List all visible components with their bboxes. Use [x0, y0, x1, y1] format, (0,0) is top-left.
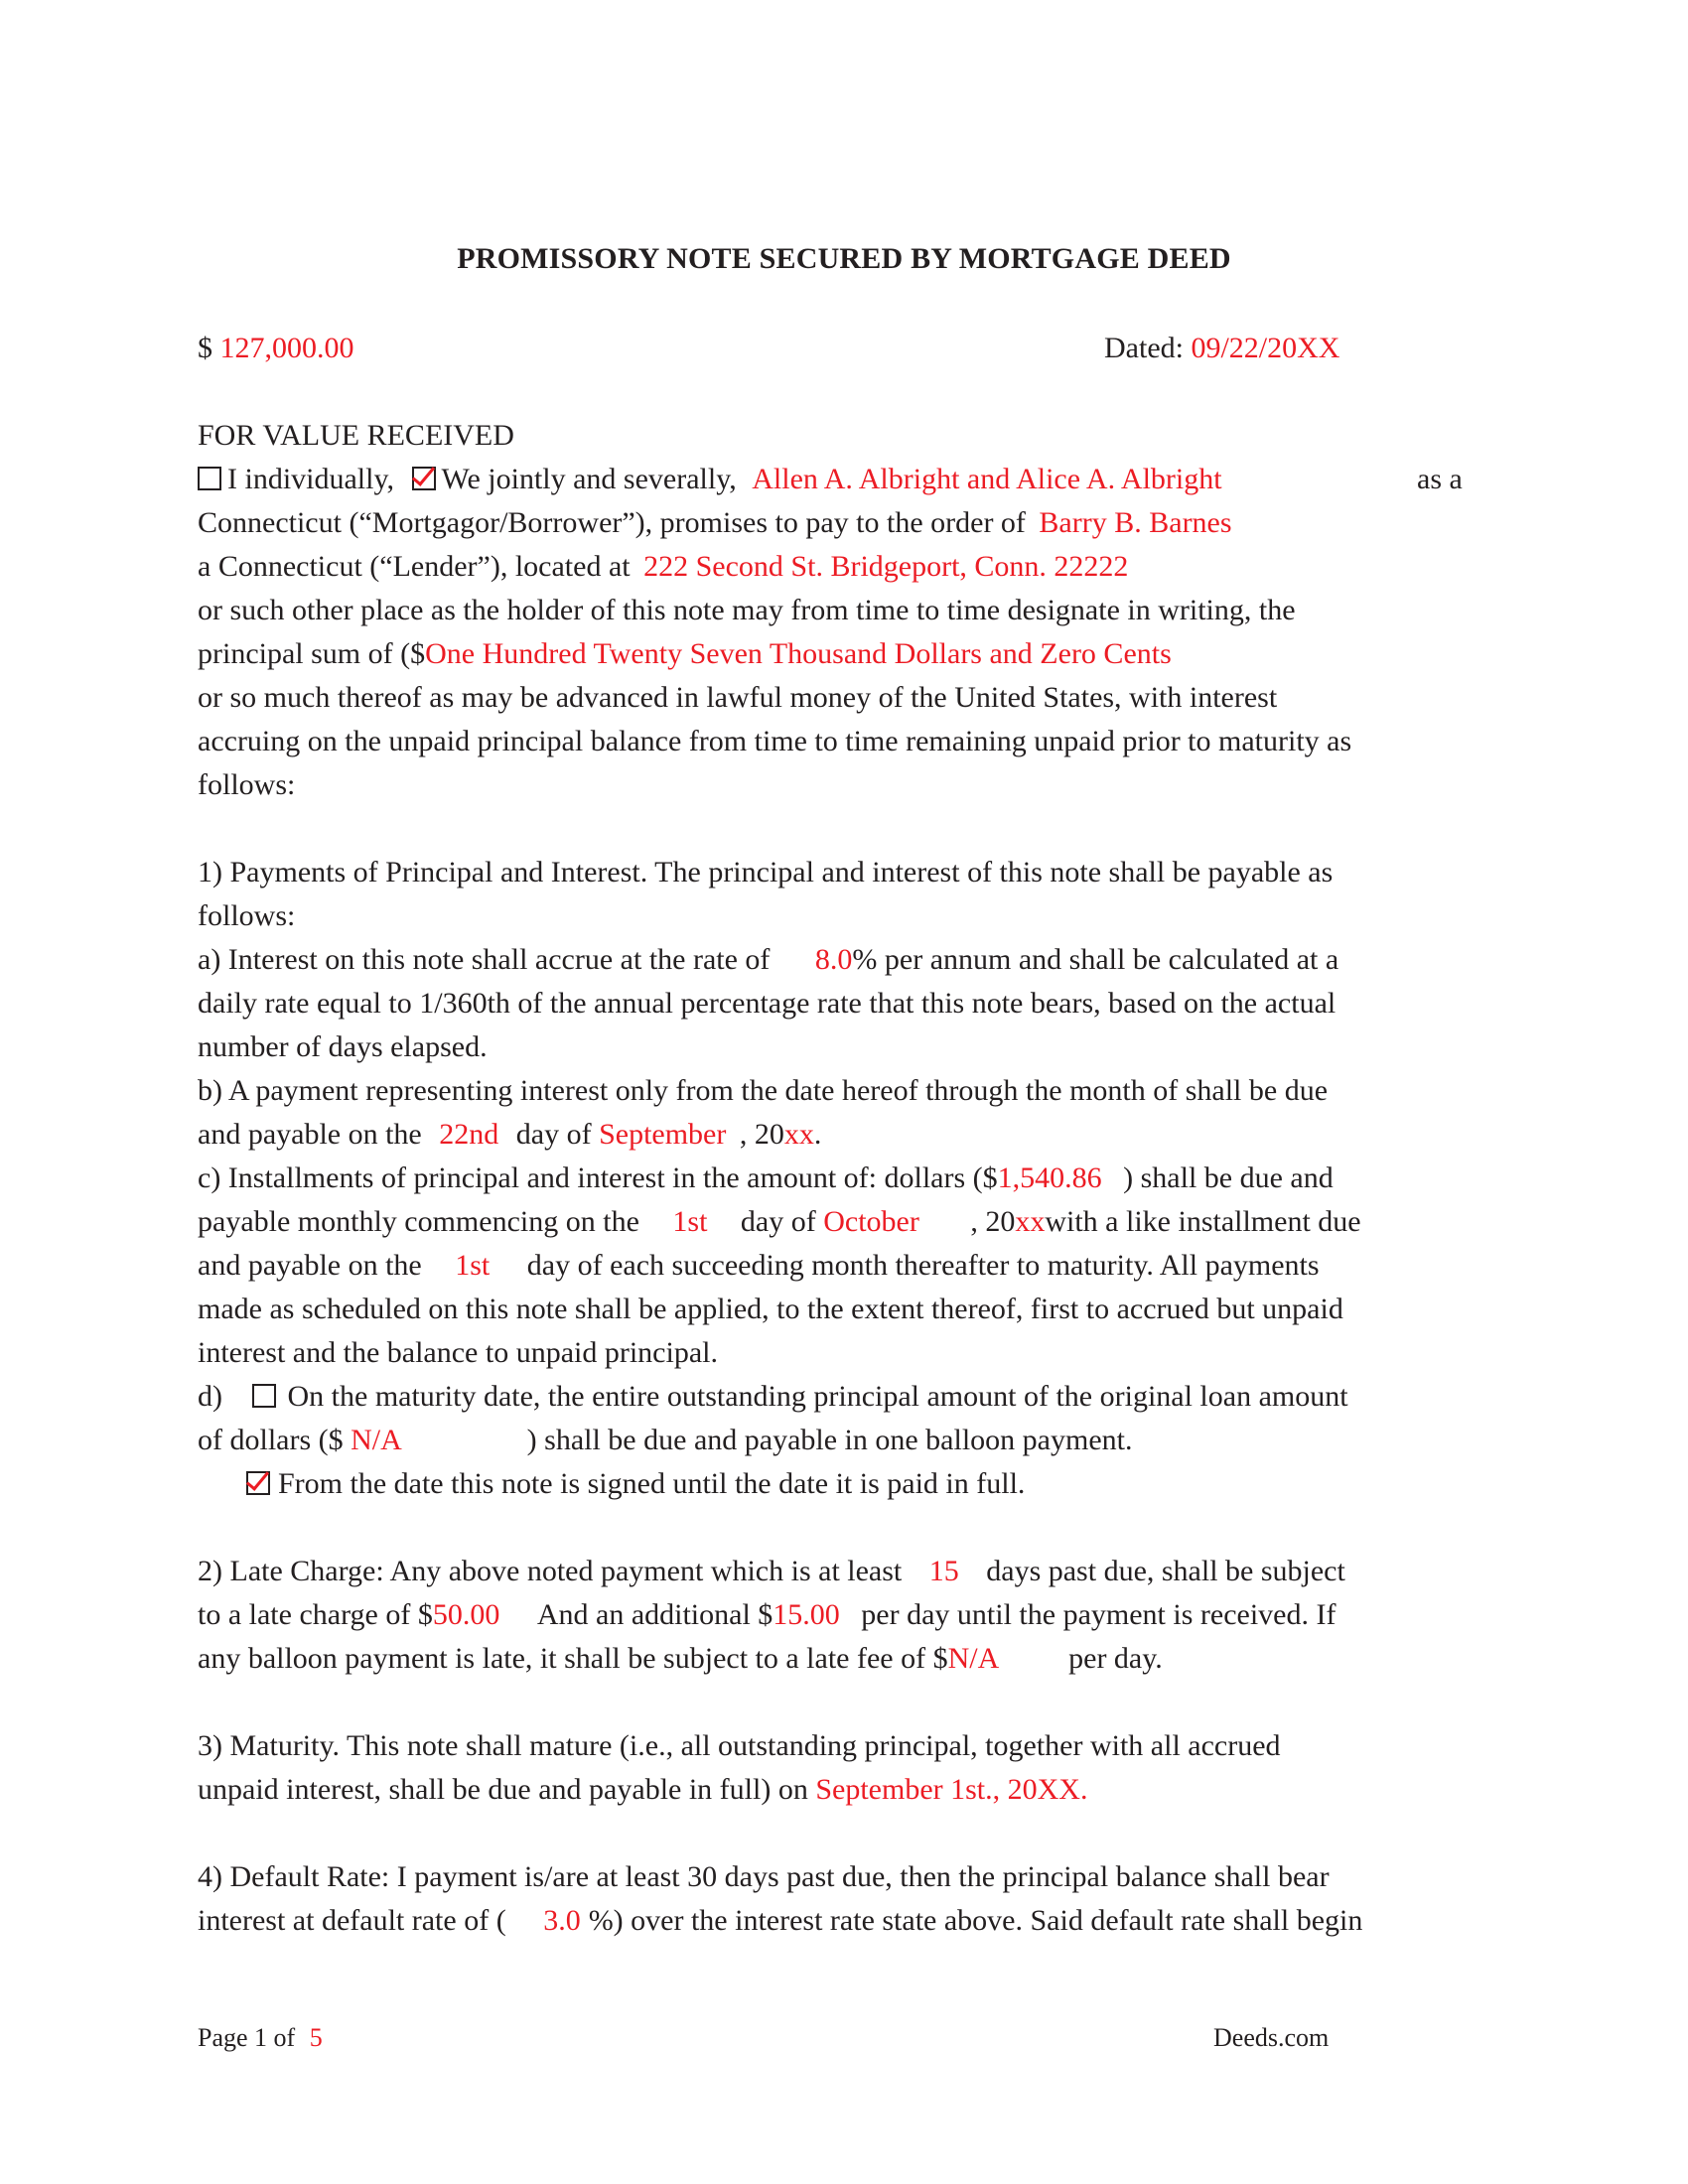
s2b-text-2: And an additional $	[536, 1598, 774, 1631]
principal-text: principal sum of ($	[198, 637, 426, 670]
for-value-received: FOR VALUE RECEIVED	[198, 419, 514, 452]
as-a-text: as a	[1417, 463, 1463, 495]
amount-line	[198, 334, 354, 363]
c-day-value[interactable]: 1st	[672, 1205, 708, 1238]
section-3-heading: 3) Maturity. This note shall mature (i.e., all outstanding principal, together with all accrued	[198, 1729, 1281, 1762]
page-total: 5	[309, 2023, 323, 2052]
checkbox-jointly-icon[interactable]	[412, 467, 436, 490]
body-line: accruing on the unpaid principal balance from time to time remaining unpaid prior to maturity as	[198, 725, 1352, 757]
s4-text: interest at default rate of (	[198, 1904, 506, 1937]
checkbox-until-paid-icon[interactable]	[246, 1471, 270, 1495]
d-text: On the maturity date, the entire outstanding principal amount of the original loan amount	[287, 1380, 1348, 1413]
balloon-amount-value[interactable]: N/A	[351, 1424, 401, 1456]
b-text-4: .	[813, 1118, 822, 1151]
interest-rate-value[interactable]: 8.0	[814, 943, 853, 976]
b-text-2: day of	[515, 1118, 592, 1151]
lender-text: Connecticut (“Mortgagor/Borrower”), promises to pay to the order of	[198, 506, 1026, 539]
c3-text-2: day of each succeeding month thereafter to maturity. All payments	[526, 1249, 1320, 1282]
until-paid-line	[246, 1469, 1025, 1499]
default-rate-value[interactable]: 3.0	[543, 1904, 581, 1937]
page-label: Page 1 of	[198, 2023, 296, 2052]
principal-words-value[interactable]: One Hundred Twenty Seven Thousand Dollars and Zero Cents	[425, 637, 1172, 670]
section-4-heading: 4) Default Rate: I payment is/are at least 30 days past due, then the principal balance shall bear	[198, 1860, 1330, 1893]
body-line: made as scheduled on this note shall be applied, to the extent thereof, first to accrued but unpaid	[198, 1293, 1343, 1325]
balloon-amount-line	[198, 1426, 1132, 1455]
b-day-value[interactable]: 22nd	[439, 1118, 499, 1151]
page-number	[198, 2025, 323, 2051]
dated-label: Dated:	[1104, 332, 1184, 364]
d2-text-2: ) shall be due and payable in one balloon payment.	[526, 1424, 1133, 1456]
c2-text: payable monthly commencing on the	[198, 1205, 639, 1238]
body-line: daily rate equal to 1/360th of the annual percentage rate that this note bears, based on the actual	[198, 987, 1336, 1020]
principal-line	[198, 639, 1172, 669]
succeeding-line	[198, 1251, 1320, 1281]
borrower-line	[198, 465, 1488, 494]
c-month-value[interactable]: October	[823, 1205, 919, 1238]
daily-charge-value[interactable]: 15.00	[773, 1598, 840, 1631]
b-month-value[interactable]: September	[599, 1118, 727, 1151]
dated-line	[1104, 334, 1339, 363]
body-line: follows:	[198, 768, 296, 801]
interest-text-2: % per annum and shall be calculated at a	[852, 943, 1339, 976]
balloon-late-fee-line	[198, 1644, 1163, 1674]
amount-value[interactable]: 127,000.00	[219, 332, 354, 364]
footer-site: Deeds.com	[1213, 2023, 1330, 2052]
dated-value[interactable]: 09/22/20XX	[1191, 332, 1340, 364]
late-charge-amount-line	[198, 1600, 1336, 1630]
body-line: or so much thereof as may be advanced in lawful money of the United States, with interest	[198, 681, 1278, 714]
installment-line	[198, 1163, 1334, 1193]
c2-text-2: day of	[740, 1205, 816, 1238]
maturity-date-value[interactable]: September 1st., 20XX.	[815, 1773, 1088, 1806]
body-line: follows:	[198, 899, 296, 932]
c-year-value[interactable]: xx	[1015, 1205, 1046, 1238]
s4-text-2: %) over the interest rate state above. Said default rate shall begin	[588, 1904, 1363, 1937]
b-year-value[interactable]: xx	[783, 1118, 814, 1151]
s2-text-2: days past due, shall be subject	[986, 1555, 1345, 1587]
c-text-2: ) shall be due and	[1123, 1161, 1334, 1194]
c2-text-3: , 20	[970, 1205, 1016, 1238]
late-days-value[interactable]: 15	[928, 1555, 959, 1587]
balloon-line	[198, 1382, 1348, 1412]
c3-text: and payable on the	[198, 1249, 422, 1282]
d-label: d)	[198, 1380, 222, 1413]
borrowers-value[interactable]: Allen A. Albright and Alice A. Albright	[752, 463, 1222, 495]
jointly-label: We jointly and severally,	[441, 463, 737, 495]
s2b-text: to a late charge of $	[198, 1598, 433, 1631]
interest-text: a) Interest on this note shall accrue at the rate of	[198, 943, 771, 976]
document-title: PROMISSORY NOTE SECURED BY MORTGAGE DEED	[457, 242, 1231, 275]
d2-text: of dollars ($	[198, 1424, 344, 1456]
lender-address-value[interactable]: 222 Second St. Bridgeport, Conn. 22222	[643, 550, 1129, 583]
body-line: number of days elapsed.	[198, 1030, 488, 1063]
address-line	[198, 552, 1128, 582]
s2-text: 2) Late Charge: Any above noted payment which is at least	[198, 1555, 903, 1587]
s2b-text-3: per day until the payment is received. If	[861, 1598, 1336, 1631]
address-text: a Connecticut (“Lender”), located at	[198, 550, 631, 583]
checkbox-balloon[interactable]	[252, 1384, 276, 1408]
individually-label: I individually,	[227, 463, 395, 495]
amount-prefix: $	[198, 332, 212, 364]
interest-rate-line	[198, 945, 1338, 975]
b-text-3: , 20	[739, 1118, 784, 1151]
c-text: c) Installments of principal and interest in the amount of: dollars ($	[198, 1161, 998, 1194]
c2-text-4: with a like installment due	[1045, 1205, 1361, 1238]
balloon-late-fee-value[interactable]: N/A	[947, 1642, 998, 1675]
interest-only-date-line	[198, 1120, 821, 1150]
s3-text: unpaid interest, shall be due and payable in full) on	[198, 1773, 808, 1806]
b-text: and payable on the	[198, 1118, 422, 1151]
s2c-text-2: per day.	[1068, 1642, 1163, 1675]
installment-value[interactable]: 1,540.86	[997, 1161, 1102, 1194]
body-line: interest and the balance to unpaid principal.	[198, 1336, 718, 1369]
default-rate-line	[198, 1906, 1362, 1936]
body-line: b) A payment representing interest only from the date hereof through the month of shall be due	[198, 1074, 1329, 1107]
checkbox-individually[interactable]	[198, 467, 221, 490]
body-line: or such other place as the holder of this note may from time to time designate in writing, the	[198, 594, 1296, 626]
lender-line	[198, 508, 1232, 538]
section-1-heading: 1) Payments of Principal and Interest. The principal and interest of this note shall be payable as	[198, 856, 1334, 888]
d3-text: From the date this note is signed until the date it is paid in full.	[278, 1467, 1026, 1500]
lender-value[interactable]: Barry B. Barnes	[1039, 506, 1232, 539]
commencing-line	[198, 1207, 1361, 1237]
late-charge-line	[198, 1557, 1345, 1586]
late-charge-value[interactable]: 50.00	[432, 1598, 500, 1631]
c3-day-value[interactable]: 1st	[455, 1249, 491, 1282]
s2c-text: any balloon payment is late, it shall be subject to a late fee of $	[198, 1642, 948, 1675]
maturity-line	[198, 1775, 1087, 1805]
